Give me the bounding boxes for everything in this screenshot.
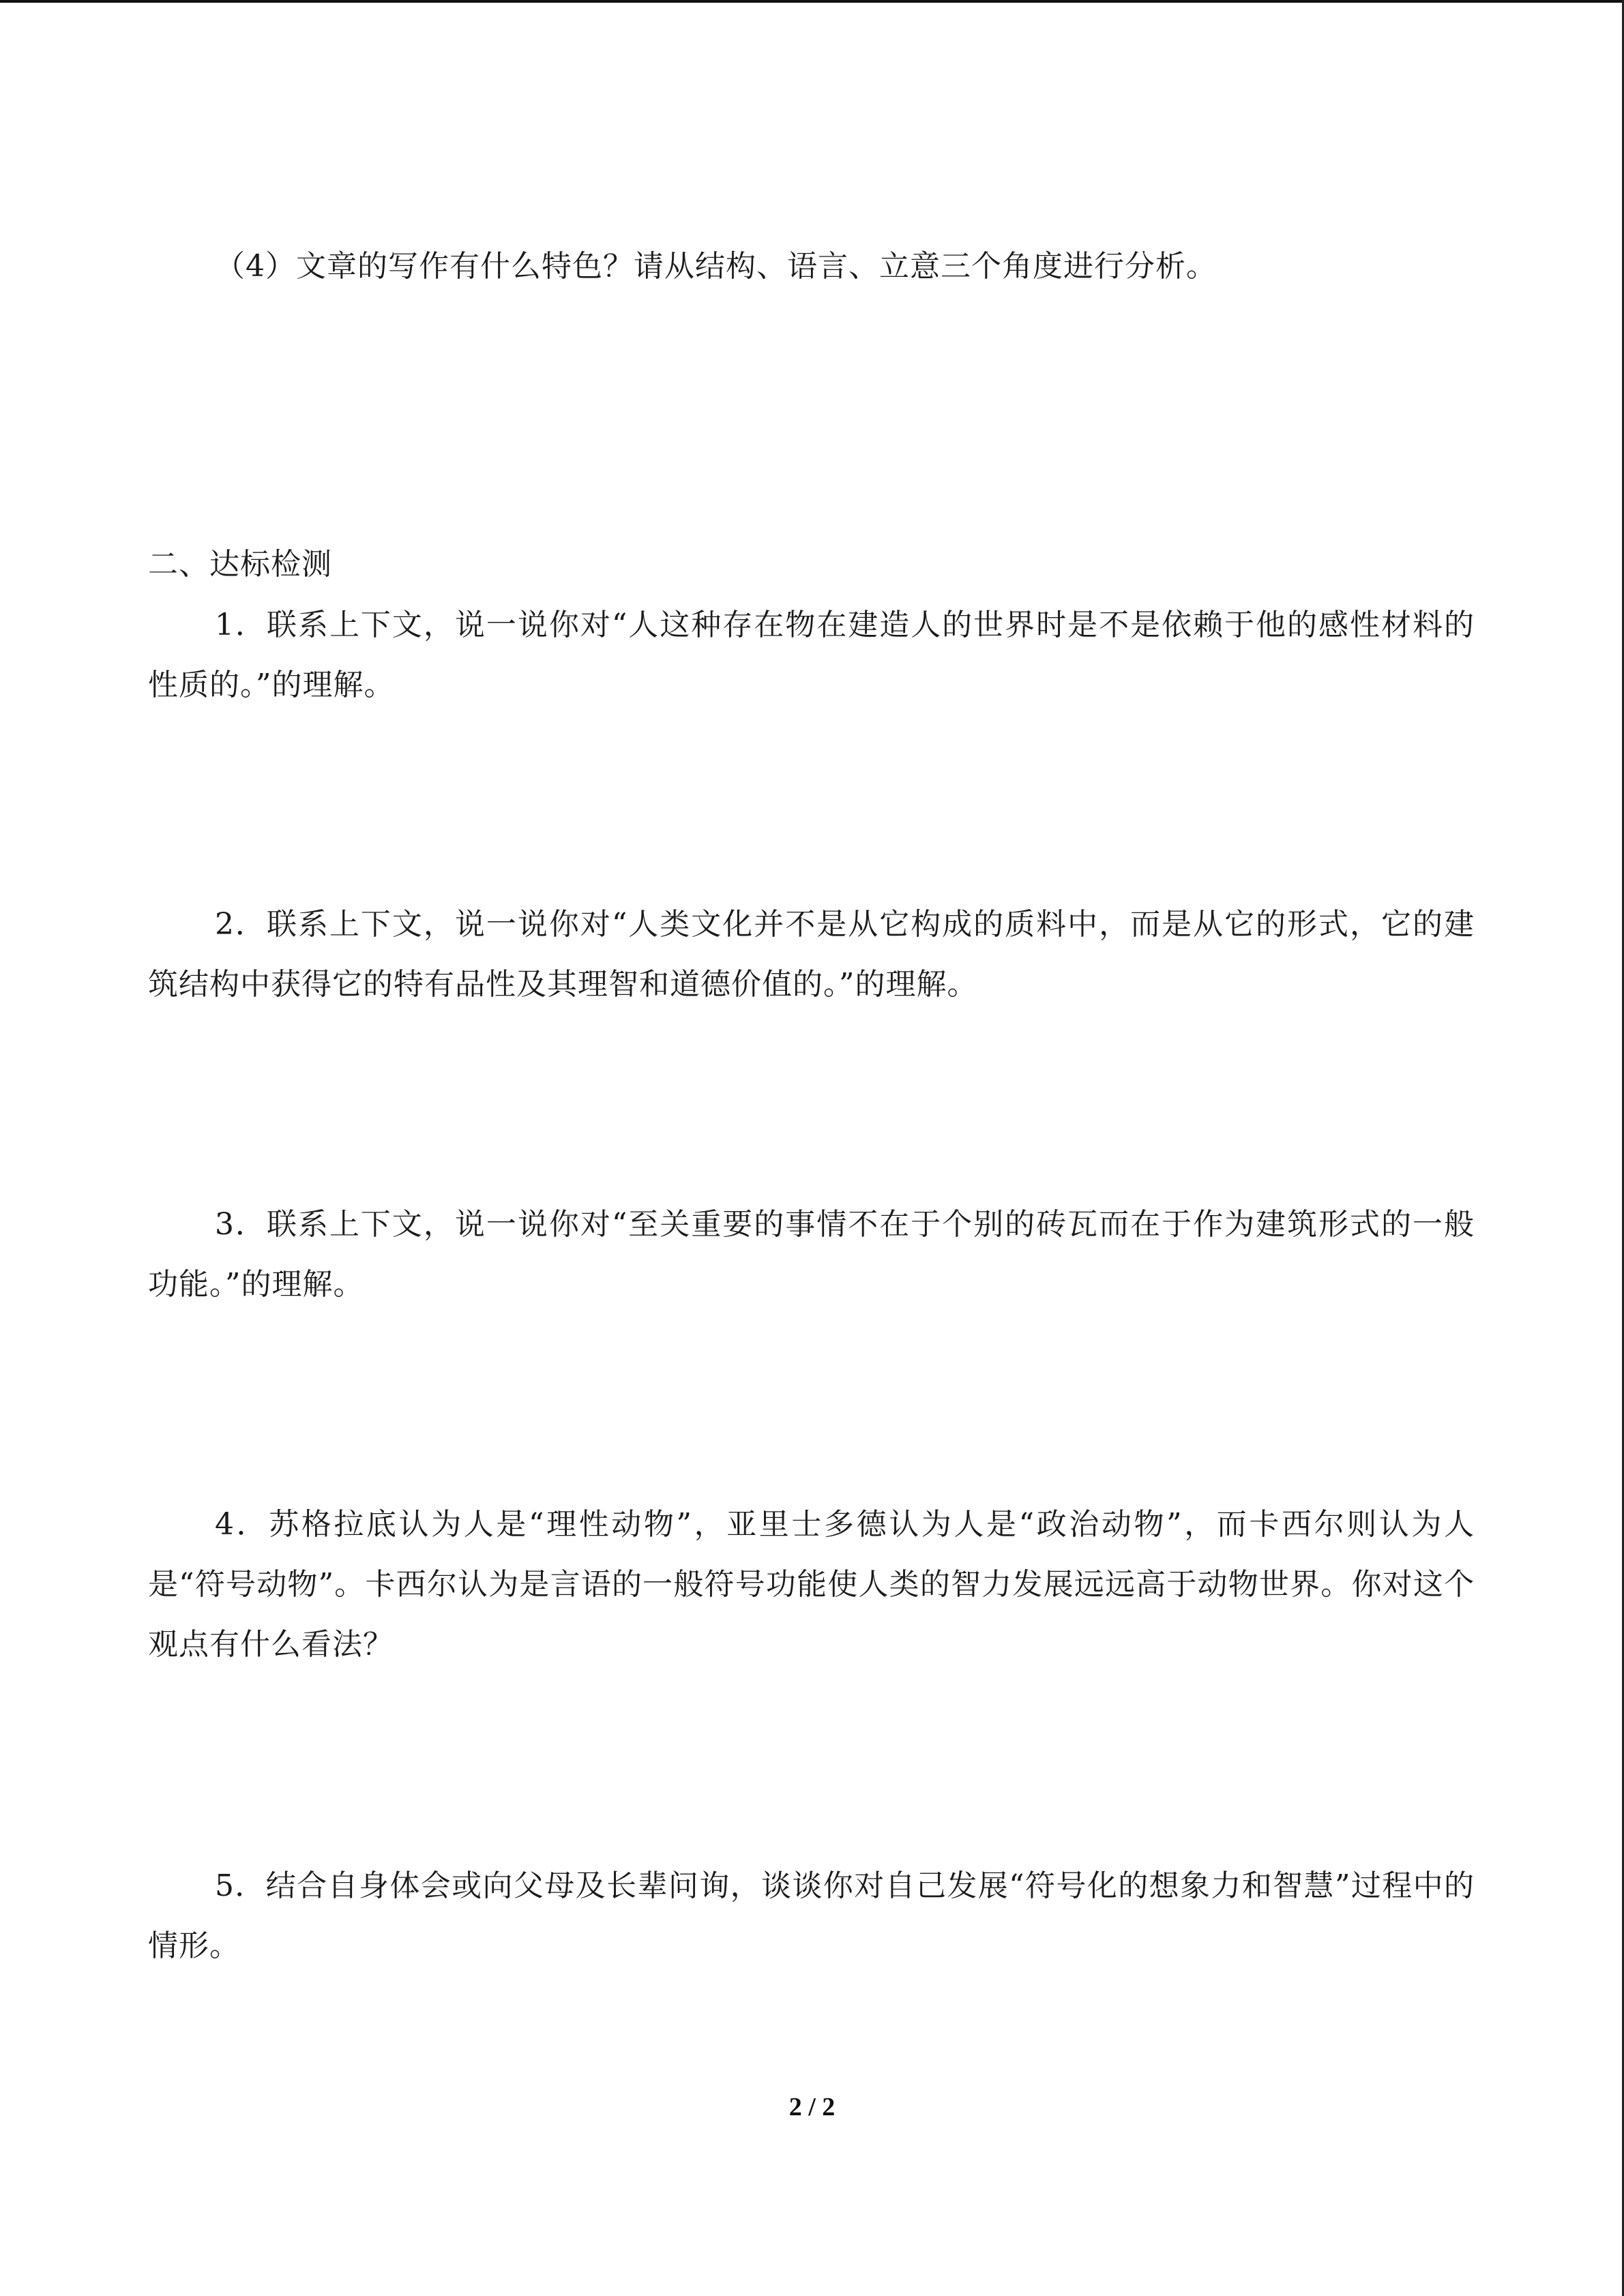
exercise-item-2: 2．联系上下文，说一说你对“人类文化并不是从它构成的质料中，而是从它的形式，它的建筑结构中获得它的特有品性及其理智和道德价值的。”的理解。 <box>148 907 1475 1002</box>
exercise-item-3: 3．联系上下文，说一说你对“至关重要的事情不在于个别的砖瓦而在于作为建筑形式的一般功能。”的理解。 <box>148 1207 1475 1302</box>
exercise-item-4: 4．苏格拉底认为人是“理性动物”，亚里士多德认为人是“政治动物”，而卡西尔则认为人是“符号动物”。卡西尔认为是言语的一般符号功能使人类的智力发展远远高于动物世界。你对这个观点有什么看法？ <box>148 1507 1475 1662</box>
question-4: （4）文章的写作有什么特色？请从结构、语言、立意三个角度进行分析。 <box>215 249 1217 284</box>
exercise-item-1: 1．联系上下文，说一说你对“人这种存在物在建造人的世界时是不是依赖于他的感性材料的性质的。”的理解。 <box>148 608 1475 702</box>
page-number: 2 / 2 <box>788 2093 836 2121</box>
section-heading: 二、达标检测 <box>148 547 332 582</box>
exercise-item-5: 5．结合自身体会或向父母及长辈问询，谈谈你对自己发展“符号化的想象力和智慧”过程中的情形。 <box>148 1868 1475 1963</box>
page-top-border <box>0 0 1624 3</box>
